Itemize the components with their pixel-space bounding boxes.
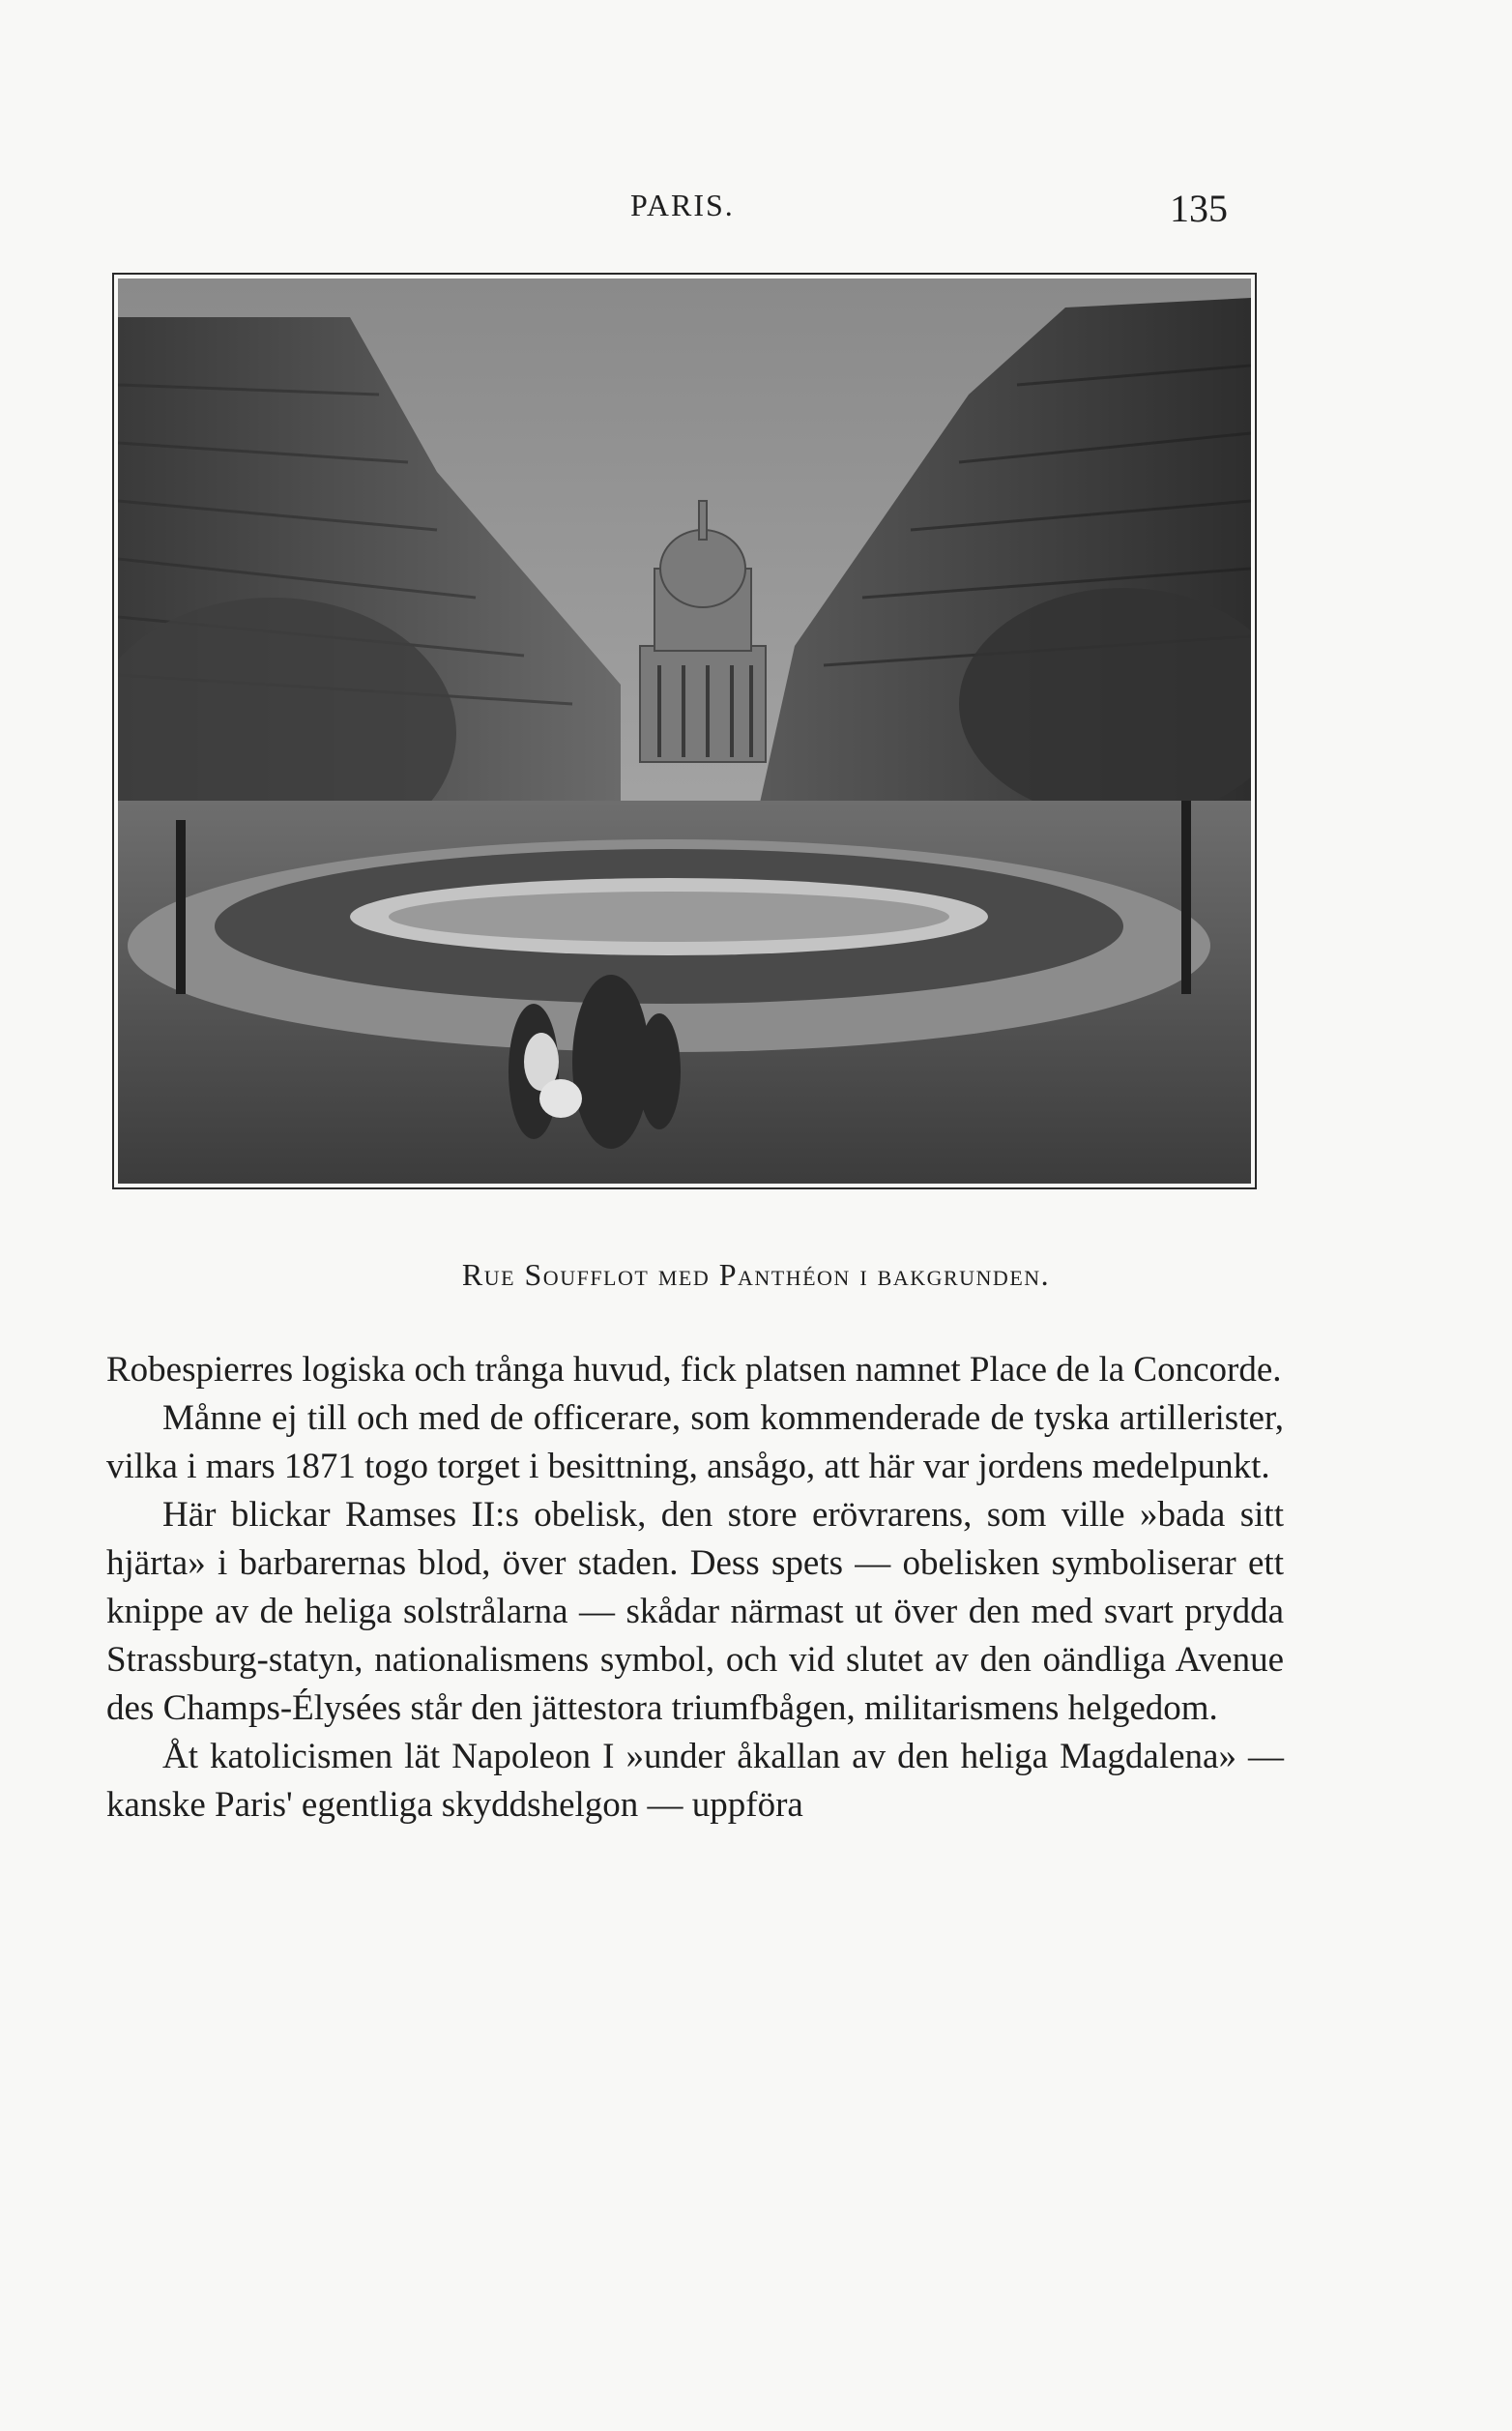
running-head — [0, 188, 1512, 236]
street-photograph — [118, 278, 1251, 1184]
running-title: PARIS. — [630, 188, 735, 222]
body-text — [106, 1346, 1284, 1830]
photograph-plate — [112, 273, 1257, 1189]
paragraph: Robespierres logiska och trånga huvud, fick platsen namnet Place de la Concorde. — [106, 1350, 1282, 1390]
figure-caption: Rue Soufflot med Panthéon i bakgrunden. — [461, 1257, 1051, 1292]
paragraph: Åt katolicismen lät Napoleon I »under åkallan av den heliga Magdalena» — kanske Paris' egentliga skyddshelgon — uppföra — [106, 1737, 1284, 1825]
page-number: 135 — [1170, 187, 1228, 230]
paragraph: Här blickar Ramses II:s obelisk, den store erövrarens, som ville »bada sitt hjärta» i barbarernas blod, över staden. Dess spets — obelisken symboliserar ett knippe av de heliga solstrålarna — skådar närmast ut över den med svart prydda Strassburg-statyn, nationalismens symbol, och vid slutet av den oändliga Avenue des Champs-Élysées står den jättestora triumfbågen, militarismens helgedom. — [106, 1495, 1284, 1728]
paragraph: Månne ej till och med de officerare, som kommenderade de tyska artillerister, vilka i mars 1871 togo torget i besittning, ansågo, att här var jordens medelpunkt. — [106, 1398, 1284, 1486]
